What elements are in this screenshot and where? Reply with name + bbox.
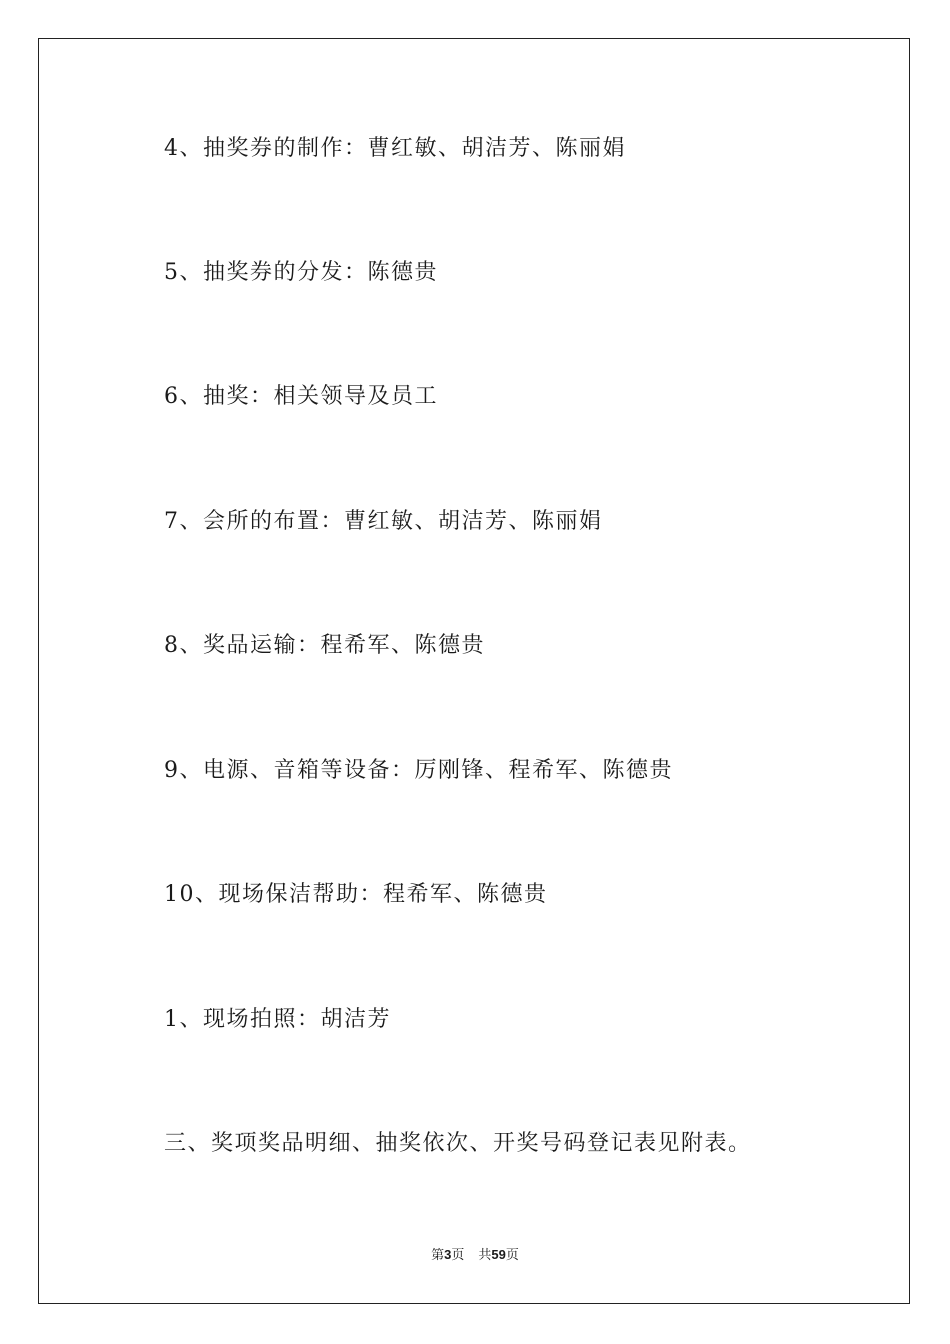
- footer-page-number: 3: [444, 1247, 452, 1262]
- text-line-item1: 1、现场拍照：胡洁芳: [164, 1007, 391, 1032]
- footer-page-prefix: 第: [431, 1248, 445, 1263]
- text-line-item10: 10、现场保洁帮助：程希军、陈德贵: [164, 882, 548, 907]
- text-line-item5: 5、抽奖券的分发：陈德贵: [164, 260, 438, 285]
- text-line-item7: 7、会所的布置：曹红敏、胡洁芳、陈丽娟: [164, 509, 603, 534]
- text-line-item6: 6、抽奖：相关领导及员工: [164, 384, 438, 409]
- footer-total-suffix: 页: [505, 1248, 519, 1263]
- footer-total-prefix: 共: [478, 1248, 492, 1263]
- footer-page-suffix: 页: [451, 1248, 465, 1263]
- section-heading-three: 三、奖项奖品明细、抽奖依次、开奖号码登记表见附表。: [164, 1131, 752, 1156]
- text-line-item9: 9、电源、音箱等设备：厉刚锋、程希军、陈德贵: [164, 758, 673, 783]
- text-line-item8: 8、奖品运输：程希军、陈德贵: [164, 633, 485, 658]
- text-line-item4: 4、抽奖券的制作：曹红敏、胡洁芳、陈丽娟: [164, 136, 626, 161]
- page-border: [38, 38, 910, 1304]
- page-footer: [0, 1246, 950, 1265]
- footer-total-pages: 59: [491, 1247, 506, 1262]
